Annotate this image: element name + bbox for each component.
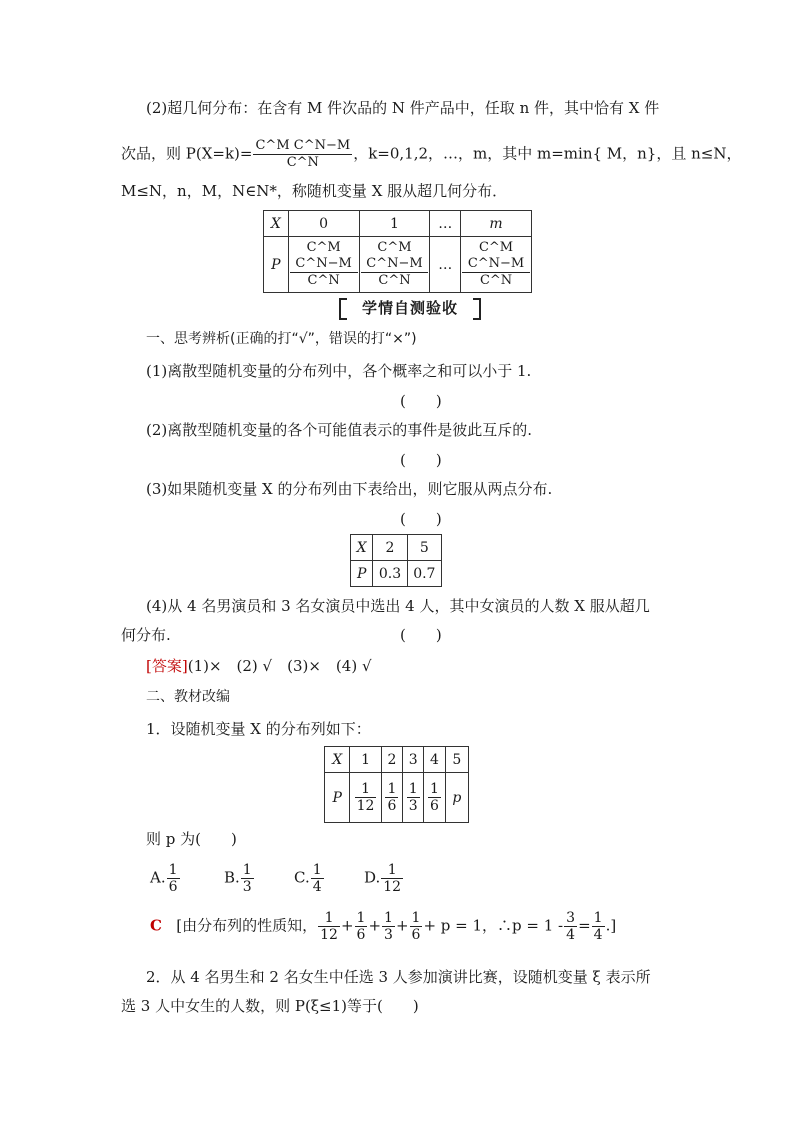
question-3: (3)如果随机变量 X 的分布列由下表给出，则它服从两点分布.	[146, 480, 553, 498]
table-cell: X	[264, 211, 289, 237]
table-cell: p	[445, 773, 468, 823]
table-fraction: $\frac{\text{C\textasciicircum{}M C\textasciicircum{}N−M}}{C\^{}N}$	[361, 240, 429, 289]
table-cell: …	[430, 237, 461, 293]
table-cell: 5	[407, 535, 441, 561]
table-cell: 2	[373, 535, 407, 561]
formula-suffix: ，k=0,1,2，…，m，其中 m=min{ M，n}，且 n≤N，	[353, 144, 742, 163]
table-cell: 5	[445, 747, 468, 773]
table-cell: …	[430, 211, 461, 237]
table-cell: 0	[288, 211, 359, 237]
table-cell: P	[325, 773, 350, 823]
table-cell: P	[351, 561, 373, 587]
question-4-line-2: 何分布.	[121, 626, 171, 644]
table-fraction: $\frac{1}{6}$	[430, 781, 439, 814]
table-row	[351, 535, 442, 561]
answer-paren-4: ( )	[400, 626, 442, 644]
part1-heading: 一、思考辨析(正确的打“√”，错误的打“×”)	[146, 331, 417, 347]
question-4-line-1: (4)从 4 名男演员和 3 名女演员中选出 4 人，其中女演员的人数 X 服从超几	[146, 597, 650, 615]
exercise-2-line-2: 选 3 人中女生的人数，则 P(ξ≤1)等于( )	[121, 997, 419, 1015]
table-cell: 0.7	[407, 561, 441, 587]
table-fraction: $\frac{\text{C\textasciicircum{}M C\textasciicircum{}N−M}}{C\^{}N}$	[462, 240, 530, 289]
hypergeometric-table	[263, 210, 532, 293]
hypergeometric-line-1: (2)超几何分布：在含有 M 件次品的 N 件产品中，任取 n 件，其中恰有 X 件	[146, 99, 660, 117]
section-banner	[339, 296, 481, 320]
table-cell: 2	[381, 747, 402, 773]
table-cell: 4	[424, 747, 445, 773]
table-cell: 3	[403, 747, 424, 773]
exercise-2-line-1: 2．从 4 名男生和 2 名女生中任选 3 人参加演讲比赛，设随机变量 ξ 表示所	[146, 968, 651, 986]
option-b: B. $\frac{1}{3}$	[224, 862, 252, 895]
table-fraction: $\frac{1}{3}$	[408, 781, 418, 814]
answer-label: [答案]	[146, 657, 188, 675]
hypergeometric-line-3: M≤N，n，M，N∈N*，称随机变量 X 服从超几何分布．	[121, 182, 508, 200]
solution-letter: C	[150, 916, 162, 935]
table-cell	[403, 773, 424, 823]
solution-line: C [由分布列的性质知， $\frac{1}{12}$ + $\frac{1}{6}$ + $\frac{1}{3}$ + $\frac{1}{6}$ + p = 1，∴p = 1 - $\frac{3}{4}$ = $\frac{1}{4}$ .]	[150, 910, 617, 943]
exercise-1: 1．设随机变量 X 的分布列如下：	[146, 720, 371, 738]
table-cell	[424, 773, 445, 823]
bracket-right-icon	[473, 298, 481, 320]
formula-prefix: 次品，则 P(X=k)=	[121, 144, 253, 163]
answer-line	[146, 656, 372, 676]
table-row	[325, 747, 469, 773]
table-cell: X	[351, 535, 373, 561]
table-cell	[461, 237, 532, 293]
distribution-table	[324, 746, 469, 823]
formula-denominator: C^N	[286, 155, 319, 170]
solution-prefix: [由分布列的性质知，	[176, 916, 318, 935]
exercise-1-ask: 则 p 为( )	[146, 830, 237, 848]
table-cell	[359, 237, 430, 293]
part2-heading: 二、教材改编	[146, 689, 230, 705]
option-c: C. $\frac{1}{4}$	[294, 862, 322, 895]
table-row	[264, 237, 532, 293]
table-cell	[381, 773, 402, 823]
answer-paren-1: ( )	[400, 392, 442, 410]
hypergeometric-formula	[253, 138, 352, 171]
table-cell: m	[461, 211, 532, 237]
answer-text: (1)× (2) √ (3)× (4) √	[187, 657, 372, 675]
option-d: D. $\frac{1}{12}$	[364, 862, 402, 895]
two-point-table	[350, 534, 442, 587]
formula-numerator: C^M C^N−M	[255, 138, 351, 153]
answer-paren-2: ( )	[400, 451, 442, 469]
table-fraction: $\frac{\text{C\textasciicircum{}M C\textasciicircum{}N−M}}{C\^{}N}$	[290, 240, 358, 289]
answer-paren-3: ( )	[400, 510, 442, 528]
table-cell: 0.3	[373, 561, 407, 587]
banner-title: 学情自测验收	[361, 299, 458, 317]
table-cell: X	[325, 747, 350, 773]
hypergeometric-line-2	[121, 138, 741, 171]
table-cell: 1	[359, 211, 430, 237]
question-2: (2)离散型随机变量的各个可能值表示的事件是彼此互斥的.	[146, 421, 533, 439]
table-row	[351, 561, 442, 587]
table-row	[264, 211, 532, 237]
table-fraction: $\frac{1}{6}$	[387, 781, 397, 814]
table-row	[325, 773, 469, 823]
table-cell: 1	[350, 747, 381, 773]
question-1: (1)离散型随机变量的分布列中，各个概率之和可以小于 1.	[146, 362, 532, 380]
option-a: A. $\frac{1}{6}$	[150, 862, 178, 895]
table-cell	[288, 237, 359, 293]
table-cell: P	[264, 237, 289, 293]
bracket-left-icon	[339, 298, 347, 320]
table-cell	[350, 773, 381, 823]
table-fraction: $\frac{1}{12}$	[356, 781, 375, 814]
